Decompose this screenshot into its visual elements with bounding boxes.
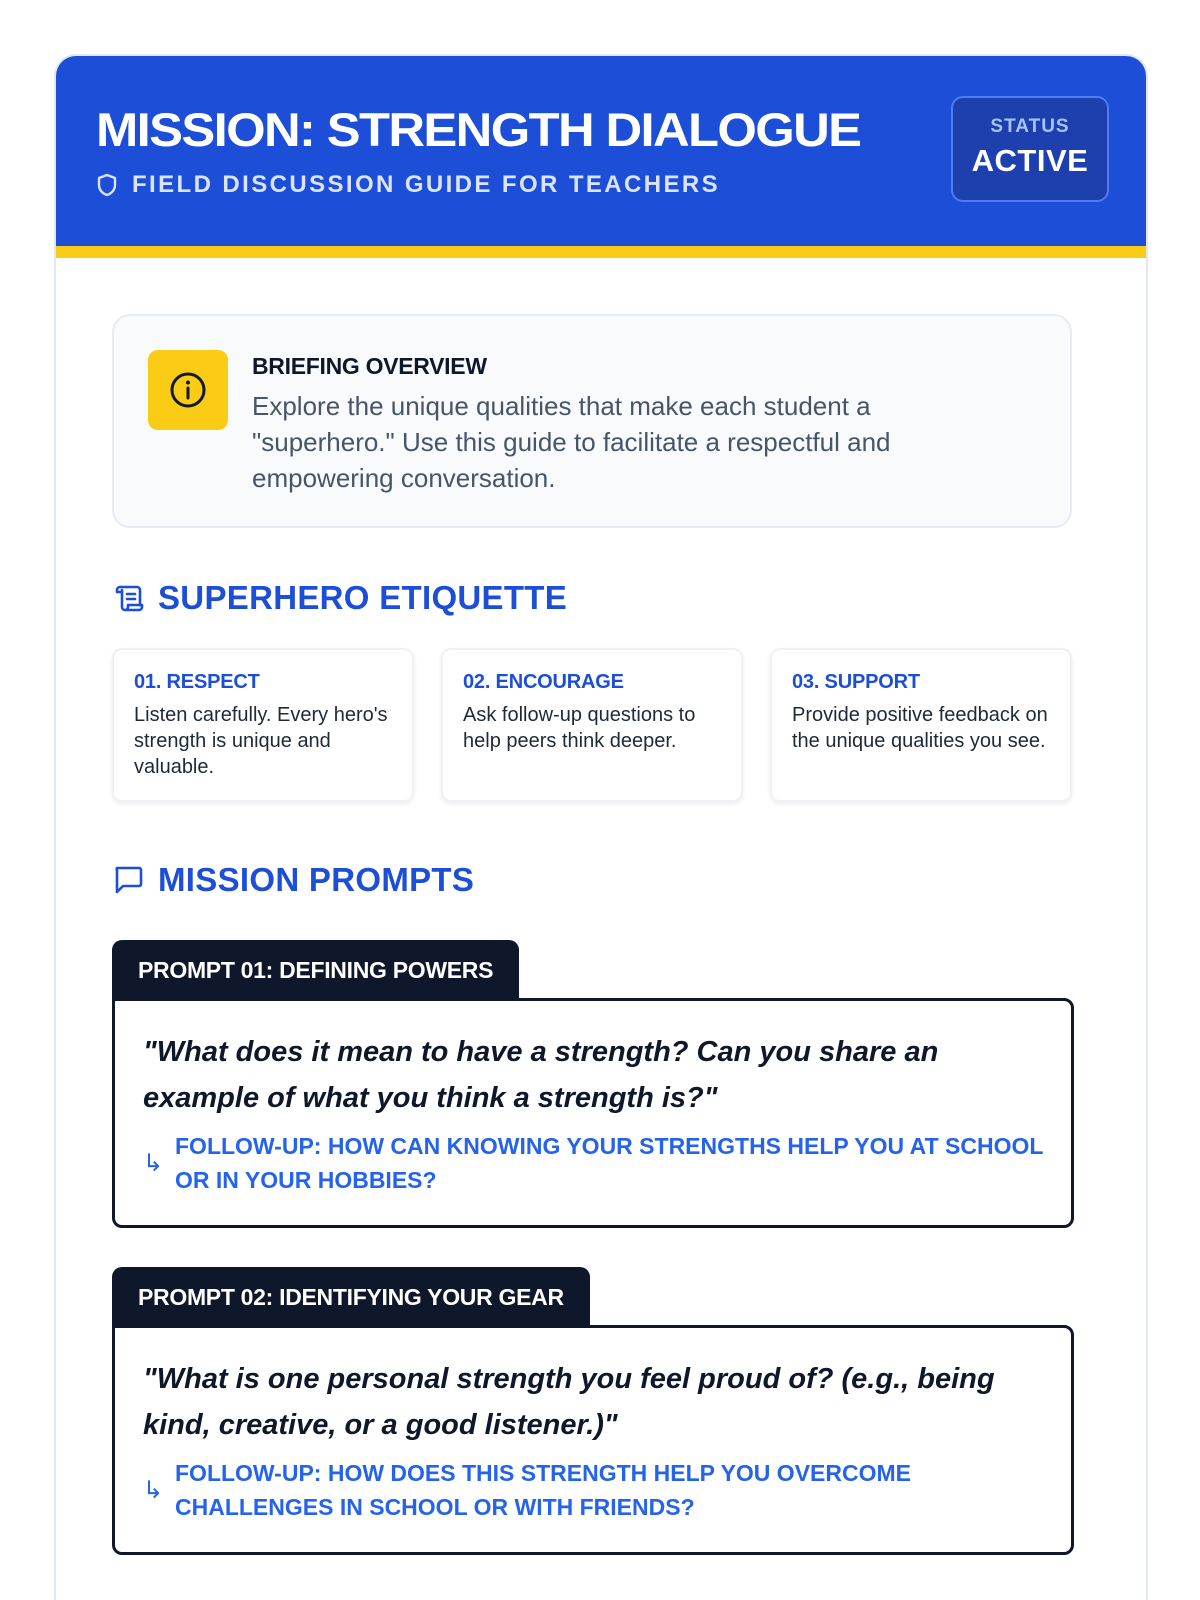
shield-icon (96, 173, 118, 197)
prompt-question: "What does it mean to have a strength? Can you share an example of what you think a strength is?" (143, 1036, 939, 1114)
prompt-box (112, 1325, 1074, 1555)
rule-title: 01. RESPECT (134, 671, 260, 693)
etiquette-heading-text: SUPERHERO ETIQUETTE (158, 579, 568, 616)
page-title: MISSION: STRENGTH DIALOGUE (96, 103, 861, 156)
return-arrow-icon: ↳ (143, 1476, 164, 1504)
prompts-heading-text: MISSION PROMPTS (158, 861, 475, 898)
rule-card-encourage (441, 648, 743, 802)
rule-title: 03. SUPPORT (792, 671, 920, 693)
status-badge (951, 96, 1109, 202)
followup-text: FOLLOW-UP: HOW CAN KNOWING YOUR STRENGTHS HELP YOU AT SCHOOL OR IN YOUR HOBBIES? (175, 1133, 1044, 1193)
prompt-card-01 (112, 940, 1074, 1230)
rule-text: Provide positive feedback on the unique qualities you see. (792, 704, 1048, 752)
prompt-followup (143, 1129, 1043, 1197)
briefing-text: Explore the unique qualities that make each student a "superhero." Use this guide to facilitate a respectful and empowering conversation. (252, 391, 891, 493)
prompt-card-02 (112, 1267, 1074, 1557)
rule-title: 02. ENCOURAGE (463, 671, 624, 693)
rule-text: Listen carefully. Every hero's strength is unique and valuable. (134, 704, 388, 778)
prompt-tab: PROMPT 01: DEFINING POWERS (112, 940, 519, 1002)
prompt-followup (143, 1456, 1043, 1524)
status-label: STATUS (990, 116, 1070, 137)
rule-card-support (770, 648, 1072, 802)
rule-card-respect (112, 648, 414, 802)
prompts-heading (112, 860, 474, 900)
subtitle-text: FIELD DISCUSSION GUIDE FOR TEACHERS (132, 171, 721, 198)
briefing-overview-panel (112, 314, 1072, 528)
page-subtitle (96, 170, 720, 200)
info-icon (168, 370, 208, 410)
briefing-title: BRIEFING OVERVIEW (252, 353, 487, 379)
chat-bubble-icon (112, 865, 144, 895)
guide-card (54, 54, 1148, 1600)
followup-text: FOLLOW-UP: HOW DOES THIS STRENGTH HELP YOU OVERCOME CHALLENGES IN SCHOOL OR WITH FRIENDS? (175, 1460, 911, 1520)
status-value: ACTIVE (971, 143, 1089, 178)
prompt-tab: PROMPT 02: IDENTIFYING YOUR GEAR (112, 1267, 590, 1329)
rule-text: Ask follow-up questions to help peers think deeper. (463, 704, 696, 752)
header-banner (56, 56, 1146, 258)
etiquette-heading (112, 578, 567, 618)
return-arrow-icon: ↳ (143, 1149, 164, 1177)
prompt-box (112, 998, 1074, 1228)
briefing-icon-box (148, 350, 228, 430)
prompt-question: "What is one personal strength you feel proud of? (e.g., being kind, creative, or a good listener.)" (143, 1363, 995, 1441)
scroll-icon (112, 583, 144, 613)
